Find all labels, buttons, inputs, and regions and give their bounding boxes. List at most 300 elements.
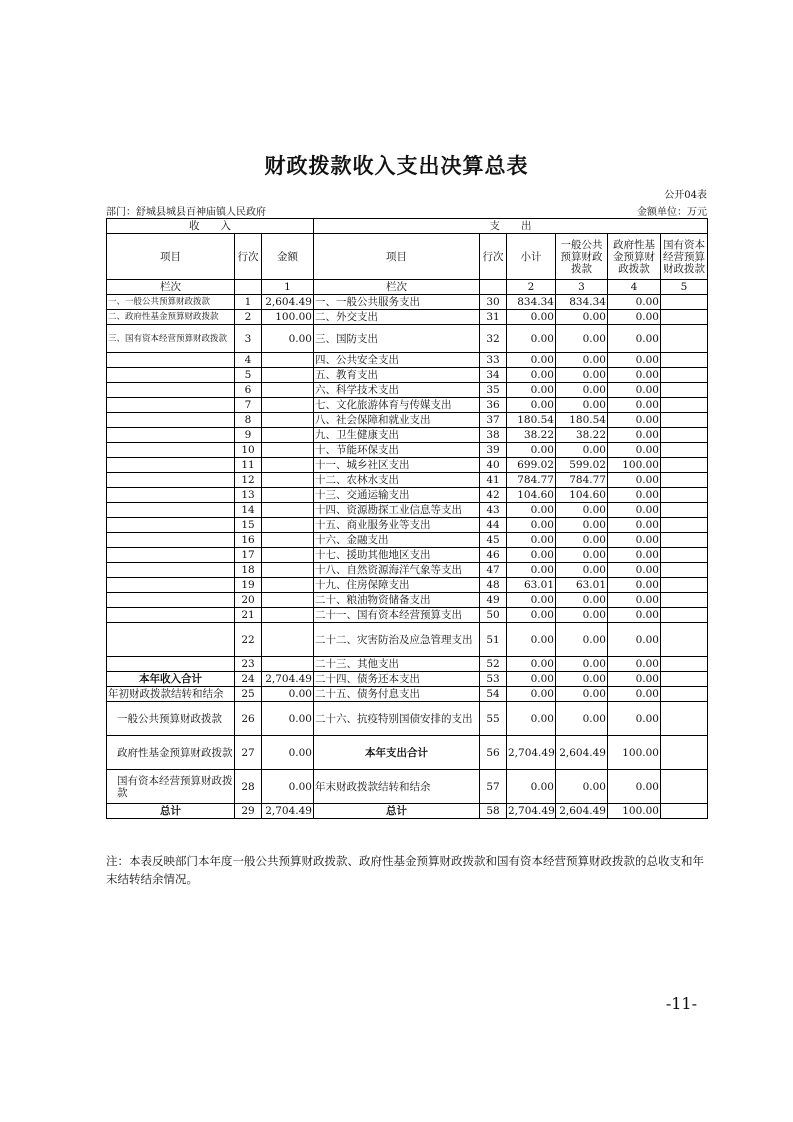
income-amount	[262, 473, 314, 488]
state-capital-value	[661, 672, 708, 687]
gen-budget-value: 599.02	[556, 458, 608, 473]
gen-budget-value: 834.34	[556, 295, 608, 310]
fund-budget-value: 0.00	[608, 608, 661, 623]
table-row	[107, 310, 708, 325]
expense-item: 二十三、其他支出	[314, 657, 480, 672]
state-capital-value	[661, 325, 708, 353]
income-row-no: 21	[235, 608, 262, 623]
fund-budget-value: 0.00	[608, 428, 661, 443]
expense-row-no: 45	[480, 533, 507, 548]
subtotal-value: 0.00	[507, 608, 556, 623]
income-item	[107, 353, 235, 368]
state-capital-value	[661, 563, 708, 578]
income-item	[107, 608, 235, 623]
income-item	[107, 443, 235, 458]
expense-row-no-header: 行次	[480, 234, 507, 280]
subtotal-value: 0.00	[507, 398, 556, 413]
income-amount	[262, 548, 314, 563]
income-row-no: 26	[235, 702, 262, 736]
expense-row-no: 39	[480, 443, 507, 458]
gen-budget-value: 2,604.49	[556, 736, 608, 770]
income-amount: 0.00	[262, 687, 314, 702]
fund-budget-value: 0.00	[608, 563, 661, 578]
subtotal-value: 0.00	[507, 672, 556, 687]
income-amount	[262, 383, 314, 398]
expense-row-no: 41	[480, 473, 507, 488]
income-item: 国有资本经营预算财政拨款	[107, 770, 235, 804]
income-row-no: 25	[235, 687, 262, 702]
gen-budget-value: 0.00	[556, 443, 608, 458]
gen-budget-value: 0.00	[556, 687, 608, 702]
fund-budget-value: 0.00	[608, 398, 661, 413]
table-row	[107, 325, 708, 353]
expense-row-no: 47	[480, 563, 507, 578]
income-item-header: 项目	[107, 234, 235, 280]
expense-item: 总计	[314, 804, 480, 819]
income-amount: 0.00	[262, 702, 314, 736]
expense-item: 十、节能环保支出	[314, 443, 480, 458]
form-number: 公开04表	[664, 190, 707, 201]
table-note: 注：本表反映部门本年度一般公共预算财政拨款、政府性基金预算财政拨款和国有资本经营预算财政拨款的总收支和年末结转结余情况。	[106, 854, 704, 886]
fund-budget-value: 0.00	[608, 383, 661, 398]
subtotal-value: 0.00	[507, 518, 556, 533]
income-item: 二、政府性基金预算财政拨款	[107, 310, 235, 325]
expense-row-no: 40	[480, 458, 507, 473]
fund-budget-value: 0.00	[608, 578, 661, 593]
expense-row-no: 43	[480, 503, 507, 518]
fund-budget-value: 0.00	[608, 672, 661, 687]
income-amount	[262, 657, 314, 672]
income-amount: 0.00	[262, 736, 314, 770]
income-amount: 100.00	[262, 310, 314, 325]
subtotal-value: 0.00	[507, 353, 556, 368]
header-row-group	[107, 219, 708, 234]
fund-budget-value: 0.00	[608, 413, 661, 428]
state-capital-value	[661, 533, 708, 548]
income-row-no: 6	[235, 383, 262, 398]
expense-item: 四、公共安全支出	[314, 353, 480, 368]
table-row	[107, 428, 708, 443]
gen-budget-value: 0.00	[556, 325, 608, 353]
income-amount	[262, 428, 314, 443]
income-amount	[262, 353, 314, 368]
column-index-row	[107, 280, 708, 295]
table-row	[107, 770, 708, 804]
state-capital-value	[661, 623, 708, 657]
fund-budget-value: 100.00	[608, 458, 661, 473]
income-row-no: 7	[235, 398, 262, 413]
table-row	[107, 623, 708, 657]
income-amount	[262, 533, 314, 548]
income-amount	[262, 458, 314, 473]
expense-item: 十四、资源勘探工业信息等支出	[314, 503, 480, 518]
income-row-no: 14	[235, 503, 262, 518]
expense-row-no: 58	[480, 804, 507, 819]
state-capital-value	[661, 804, 708, 819]
subtotal-value: 104.60	[507, 488, 556, 503]
state-capital-value	[661, 503, 708, 518]
gen-budget-value: 0.00	[556, 593, 608, 608]
income-row-no: 9	[235, 428, 262, 443]
gen-budget-value: 0.00	[556, 657, 608, 672]
subtotal-value: 2,704.49	[508, 805, 555, 817]
income-amount	[262, 563, 314, 578]
table-row	[107, 503, 708, 518]
expense-row-no: 52	[480, 657, 507, 672]
income-item	[107, 413, 235, 428]
table-row	[107, 295, 708, 310]
state-capital-value	[661, 687, 708, 702]
table-row	[107, 443, 708, 458]
expense-item: 二十六、抗疫特别国债安排的支出	[314, 702, 480, 736]
budget-table	[106, 218, 708, 819]
subtotal-value: 0.00	[507, 687, 556, 702]
page-title: 财政拨款收入支出决算总表	[264, 153, 529, 178]
state-capital-value	[661, 383, 708, 398]
fund-budget-value: 0.00	[608, 548, 661, 563]
subtotal-value: 0.00	[507, 368, 556, 383]
table-row	[107, 473, 708, 488]
income-item: 总计	[107, 804, 235, 819]
fund-budget-value: 0.00	[608, 533, 661, 548]
income-row-no: 22	[235, 623, 262, 657]
expense-row-no: 44	[480, 518, 507, 533]
income-row-no: 4	[235, 353, 262, 368]
income-row-no: 17	[235, 548, 262, 563]
gen-budget-value: 0.00	[556, 623, 608, 657]
gen-budget-value: 0.00	[556, 310, 608, 325]
expense-row-no: 49	[480, 593, 507, 608]
table-row	[107, 353, 708, 368]
income-amount	[262, 488, 314, 503]
expense-row-no: 57	[480, 770, 507, 804]
expense-item: 十六、金融支出	[314, 533, 480, 548]
income-row-no: 15	[235, 518, 262, 533]
income-item	[107, 533, 235, 548]
gen-budget-value: 0.00	[556, 608, 608, 623]
fund-budget-value: 0.00	[608, 503, 661, 518]
fund-budget-value: 0.00	[608, 295, 661, 310]
income-amount: 2,604.49	[262, 295, 314, 310]
income-row-no: 5	[235, 368, 262, 383]
income-header: 收 入	[107, 219, 314, 234]
subtotal-value: 834.34	[507, 295, 556, 310]
income-row-no: 1	[235, 295, 262, 310]
income-row-no: 23	[235, 657, 262, 672]
col-index-empty	[235, 280, 262, 295]
subtotal-value: 0.00	[507, 503, 556, 518]
header-row-columns	[107, 234, 708, 280]
state-capital-value	[661, 398, 708, 413]
table-row	[107, 413, 708, 428]
subtotal-value: 0.00	[507, 623, 556, 657]
subtotal-value: 0.00	[507, 548, 556, 563]
fund-budget-value: 0.00	[608, 473, 661, 488]
gen-budget-value: 784.77	[556, 473, 608, 488]
col-index-empty	[480, 280, 507, 295]
income-item: 年初财政拨款结转和结余	[107, 687, 235, 702]
state-capital-value	[661, 473, 708, 488]
subtotal-value: 0.00	[507, 310, 556, 325]
state-capital-value	[661, 310, 708, 325]
gen-budget-header: 一般公共预算财政拨款	[556, 234, 608, 280]
expense-row-no: 33	[480, 353, 507, 368]
gen-budget-value: 0.00	[556, 518, 608, 533]
table-row	[107, 702, 708, 736]
department-label: 部门：舒城县城县百神庙镇人民政府	[106, 207, 266, 218]
subtotal-value: 0.00	[507, 443, 556, 458]
fund-budget-value: 0.00	[608, 687, 661, 702]
income-row-no: 3	[235, 325, 262, 353]
income-item: 政府性基金预算财政拨款	[107, 736, 235, 770]
subtotal-value: 0.00	[507, 563, 556, 578]
expense-item: 十五、商业服务业等支出	[314, 518, 480, 533]
expense-item: 九、卫生健康支出	[314, 428, 480, 443]
expense-row-no: 38	[480, 428, 507, 443]
state-capital-value	[661, 548, 708, 563]
page-number: -11-	[665, 994, 697, 1013]
fund-budget-value: 0.00	[608, 657, 661, 672]
income-item	[107, 398, 235, 413]
gen-budget-value: 2,604.49	[556, 804, 608, 819]
expense-row-no: 56	[480, 736, 507, 770]
income-amount	[262, 608, 314, 623]
col-index: 1	[262, 280, 314, 295]
income-item: 一般公共预算财政拨款	[107, 702, 235, 736]
subtotal-value: 699.02	[507, 458, 556, 473]
table-row	[107, 398, 708, 413]
table-row	[107, 368, 708, 383]
expense-row-no: 54	[480, 687, 507, 702]
income-item	[107, 368, 235, 383]
expense-item: 十八、自然资源海洋气象等支出	[314, 563, 480, 578]
income-amount	[262, 413, 314, 428]
expense-header: 支 出	[314, 219, 708, 234]
table-body	[107, 219, 708, 819]
gen-budget-value: 0.00	[556, 368, 608, 383]
table-row	[107, 687, 708, 702]
expense-item: 十三、交通运输支出	[314, 488, 480, 503]
state-capital-value	[661, 608, 708, 623]
expense-item: 十二、农林水支出	[314, 473, 480, 488]
expense-row-no: 30	[480, 295, 507, 310]
table-row	[107, 518, 708, 533]
state-capital-value	[661, 578, 708, 593]
subtotal-value: 0.00	[507, 325, 556, 353]
income-amount-header: 金额	[262, 234, 314, 280]
income-item	[107, 383, 235, 398]
expense-row-no: 51	[480, 623, 507, 657]
subtotal-value: 0.00	[507, 657, 556, 672]
expense-item: 十七、援助其他地区支出	[314, 548, 480, 563]
col-label: 栏次	[107, 280, 235, 295]
income-row-no: 8	[235, 413, 262, 428]
expense-item: 五、教育支出	[314, 368, 480, 383]
fund-budget-value: 0.00	[608, 593, 661, 608]
gen-budget-value: 0.00	[556, 563, 608, 578]
income-item	[107, 578, 235, 593]
subtotal-value: 0.00	[507, 593, 556, 608]
expense-item: 二十五、债务付息支出	[314, 687, 480, 702]
fund-budget-value: 0.00	[608, 488, 661, 503]
state-capital-value	[661, 518, 708, 533]
income-row-no: 24	[235, 672, 262, 687]
state-capital-value	[661, 295, 708, 310]
state-capital-value	[661, 657, 708, 672]
subtotal-value: 63.01	[507, 578, 556, 593]
income-item: 本年收入合计	[107, 672, 235, 687]
state-capital-value	[661, 770, 708, 804]
gen-budget-value: 0.00	[556, 770, 608, 804]
fund-budget-header: 政府性基金预算财政拨款	[608, 234, 661, 280]
state-capital-value	[661, 353, 708, 368]
table-row	[107, 533, 708, 548]
col-index: 4	[608, 280, 661, 295]
gen-budget-value: 0.00	[556, 383, 608, 398]
expense-item-header: 项目	[314, 234, 480, 280]
expense-row-no: 55	[480, 702, 507, 736]
subtotal-header: 小计	[507, 234, 556, 280]
subtotal-value: 784.77	[507, 473, 556, 488]
fund-budget-value: 0.00	[608, 368, 661, 383]
expense-item: 二十二、灾害防治及应急管理支出	[314, 623, 480, 657]
income-amount	[262, 503, 314, 518]
gen-budget-value: 0.00	[556, 672, 608, 687]
fund-budget-value: 0.00	[608, 310, 661, 325]
fund-budget-value: 100.00	[608, 736, 661, 770]
state-capital-value	[661, 368, 708, 383]
income-amount: 2,704.49	[262, 804, 314, 819]
income-amount: 2,704.49	[262, 672, 314, 687]
state-capital-value	[661, 443, 708, 458]
expense-item: 十九、住房保障支出	[314, 578, 480, 593]
income-item	[107, 548, 235, 563]
state-capital-value	[661, 736, 708, 770]
subtotal-value: 0.00	[507, 533, 556, 548]
income-item	[107, 657, 235, 672]
gen-budget-value: 180.54	[556, 413, 608, 428]
expense-row-no: 46	[480, 548, 507, 563]
col-index: 5	[661, 280, 708, 295]
state-capital-value	[661, 702, 708, 736]
income-row-no-header: 行次	[235, 234, 262, 280]
income-amount: 0.00	[262, 770, 314, 804]
income-row-no: 18	[235, 563, 262, 578]
expense-row-no: 31	[480, 310, 507, 325]
gen-budget-value: 0.00	[556, 533, 608, 548]
col-index: 2	[507, 280, 556, 295]
state-capital-value	[661, 458, 708, 473]
income-row-no: 10	[235, 443, 262, 458]
expense-row-no: 42	[480, 488, 507, 503]
gen-budget-value: 0.00	[556, 503, 608, 518]
income-item	[107, 428, 235, 443]
expense-item: 二十、粮油物资储备支出	[314, 593, 480, 608]
expense-item: 二十四、债务还本支出	[314, 672, 480, 687]
state-capital-header: 国有资本经营预算财政拨款	[661, 234, 708, 280]
income-row-no: 16	[235, 533, 262, 548]
income-item: 三、国有资本经营预算财政拨款	[107, 325, 235, 353]
expense-item: 八、社会保障和就业支出	[314, 413, 480, 428]
expense-row-no: 37	[480, 413, 507, 428]
table-row	[107, 458, 708, 473]
table-row	[107, 657, 708, 672]
unit-label: 金额单位：万元	[637, 207, 707, 218]
gen-budget-value: 0.00	[556, 702, 608, 736]
fund-budget-value: 0.00	[608, 623, 661, 657]
state-capital-value	[661, 488, 708, 503]
expense-row-no: 50	[480, 608, 507, 623]
fund-budget-value: 0.00	[608, 770, 661, 804]
fund-budget-value: 0.00	[608, 325, 661, 353]
expense-row-no: 53	[480, 672, 507, 687]
income-item	[107, 623, 235, 657]
gen-budget-value: 0.00	[556, 353, 608, 368]
subtotal-value: 0.00	[507, 770, 556, 804]
income-item	[107, 563, 235, 578]
income-amount	[262, 368, 314, 383]
income-row-no: 13	[235, 488, 262, 503]
expense-item: 一、一般公共服务支出	[314, 295, 480, 310]
income-amount: 0.00	[262, 325, 314, 353]
table-row	[107, 563, 708, 578]
income-item	[107, 593, 235, 608]
income-item	[107, 518, 235, 533]
expense-item: 十一、城乡社区支出	[314, 458, 480, 473]
table-row	[107, 608, 708, 623]
expense-row-no: 48	[480, 578, 507, 593]
fund-budget-value: 0.00	[608, 518, 661, 533]
fund-budget-value: 0.00	[608, 443, 661, 458]
income-item	[107, 488, 235, 503]
subtotal-value: 0.00	[507, 383, 556, 398]
table-row	[107, 593, 708, 608]
table-row	[107, 488, 708, 503]
income-amount	[262, 593, 314, 608]
table-row	[107, 383, 708, 398]
fund-budget-value: 0.00	[608, 702, 661, 736]
income-item: 一、一般公共预算财政拨款	[107, 295, 235, 310]
table-row	[107, 804, 708, 819]
income-amount	[262, 518, 314, 533]
subtotal-value: 2,704.49	[507, 736, 556, 770]
income-row-no: 29	[235, 804, 262, 819]
income-row-no: 28	[235, 770, 262, 804]
expense-item: 二、外交支出	[314, 310, 480, 325]
gen-budget-value: 38.22	[556, 428, 608, 443]
expense-row-no: 35	[480, 383, 507, 398]
expense-item: 六、科学技术支出	[314, 383, 480, 398]
table-row	[107, 672, 708, 687]
gen-budget-value: 63.01	[556, 578, 608, 593]
state-capital-value	[661, 428, 708, 443]
income-amount	[262, 578, 314, 593]
state-capital-value	[661, 593, 708, 608]
fund-budget-value: 100.00	[608, 804, 661, 819]
expense-row-no: 34	[480, 368, 507, 383]
gen-budget-value: 104.60	[556, 488, 608, 503]
subtotal-value: 38.22	[507, 428, 556, 443]
income-row-no: 19	[235, 578, 262, 593]
expense-row-no: 32	[480, 325, 507, 353]
col-index: 3	[556, 280, 608, 295]
subtotal-value: 180.54	[507, 413, 556, 428]
gen-budget-value: 0.00	[556, 398, 608, 413]
expense-row-no: 36	[480, 398, 507, 413]
col-label: 栏次	[314, 280, 480, 295]
table-row	[107, 578, 708, 593]
income-item	[107, 458, 235, 473]
